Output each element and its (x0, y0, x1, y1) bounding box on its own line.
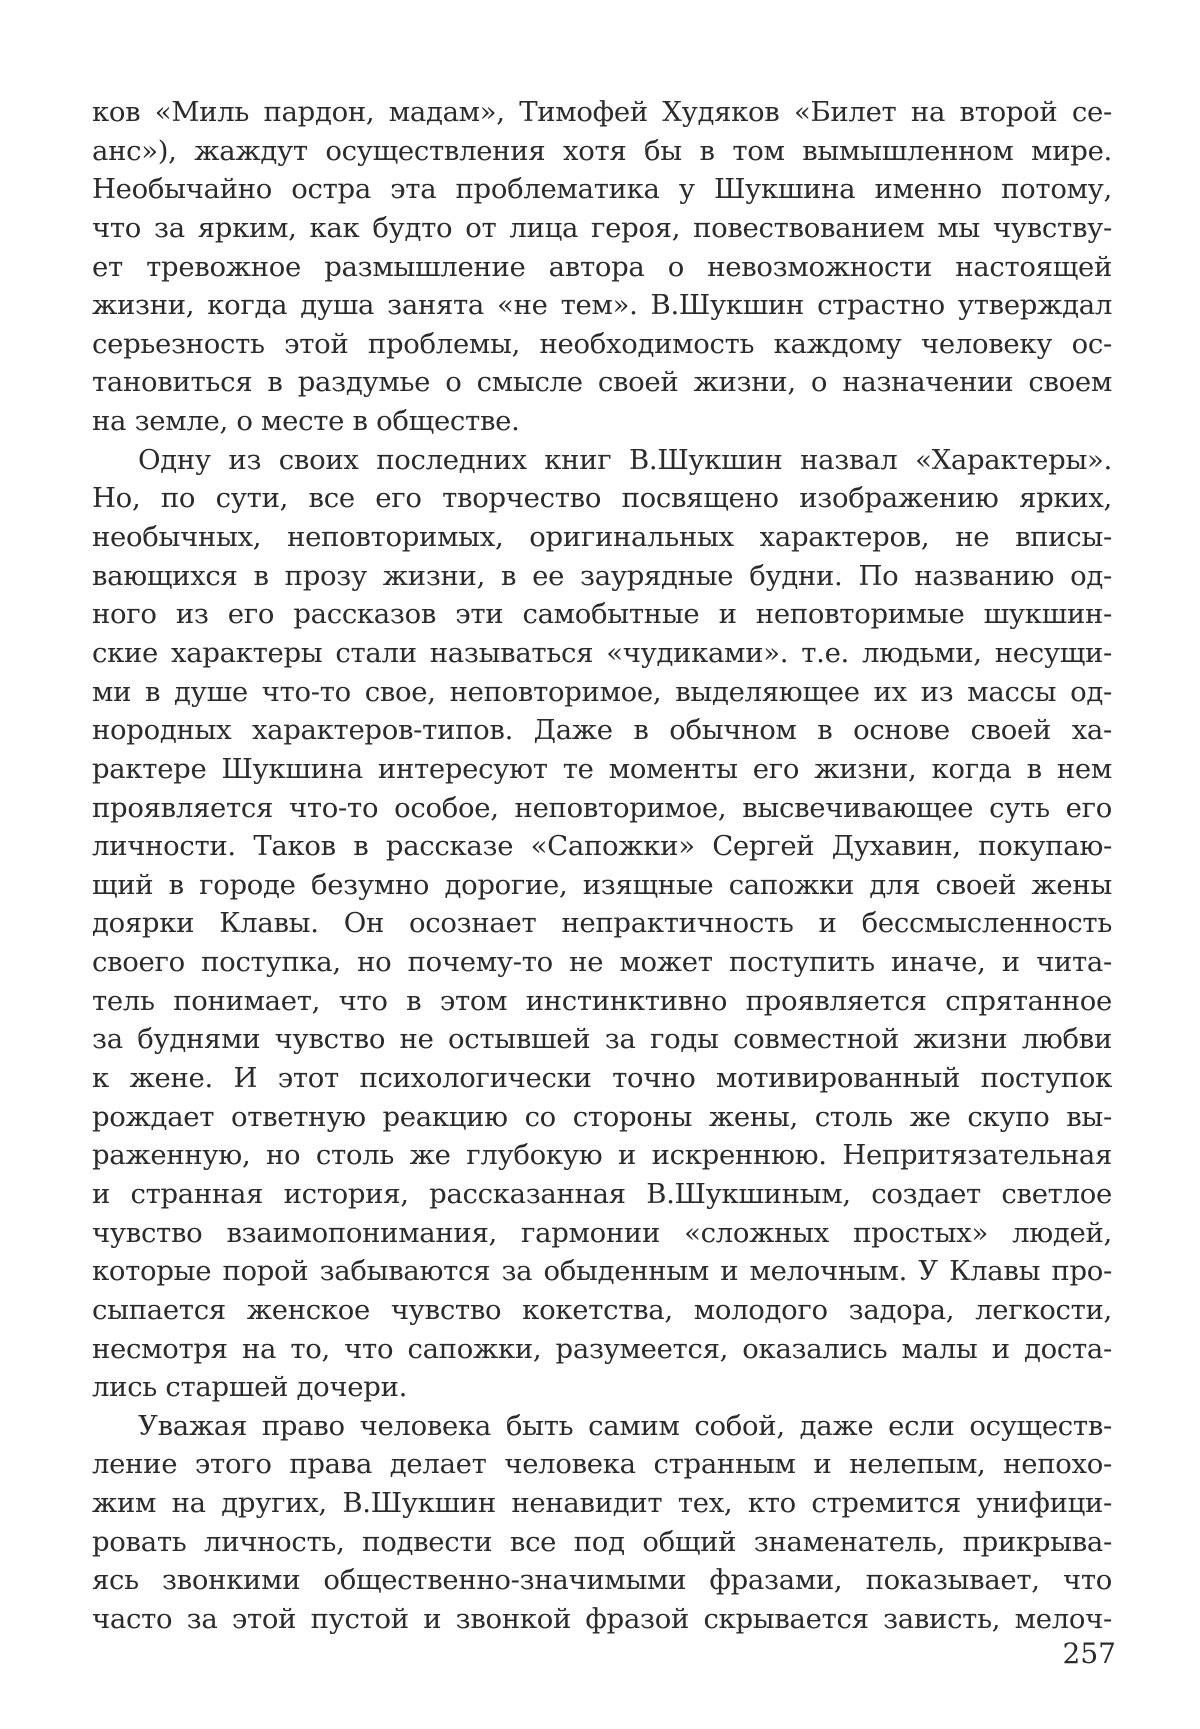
text-line: раженную, но столь же глубокую и искреннюю. Непритязательная (92, 1139, 1112, 1172)
text-line: Одну из своих последних книг В.Шукшин назвал «Характеры». (138, 443, 1112, 476)
text-line: ясь звонкими общественно-значимыми фразами, показывает, что (92, 1564, 1112, 1597)
text-line: которые порой забываются за обыденным и мелочным. У Клавы про- (92, 1255, 1112, 1288)
text-line: своего поступка, но почему-то не может поступить иначе, и чита- (92, 946, 1112, 979)
text-line: вающихся в прозу жизни, в ее заурядные будни. По названию од- (92, 559, 1112, 592)
text-line: Уважая право человека быть самим собой, даже если осуществ- (138, 1409, 1112, 1442)
text-line: к жене. И этот психологически точно мотивированный поступок (92, 1062, 1112, 1095)
text-line: доярки Клавы. Он осознает непрактичность и бессмысленность (92, 907, 1112, 940)
text-line: ские характеры стали называться «чудиками». т.е. людьми, несущи- (92, 636, 1112, 669)
text-line: чувство взаимопонимания, гармонии «сложных простых» людей, (92, 1216, 1112, 1249)
text-line: щий в городе безумно дорогие, изящные сапожки для своей жены (92, 868, 1112, 901)
page-number: 257 (1062, 1637, 1116, 1670)
text-line: и странная история, рассказанная В.Шукшиным, создает светлое (92, 1177, 1112, 1210)
text-line: тановиться в раздумье о смысле своей жизни, о назначении своем (92, 366, 1112, 399)
text-line: лись старшей дочери. (92, 1371, 408, 1404)
text-line: за буднями чувство не остывшей за годы совместной жизни любви (92, 1023, 1112, 1056)
text-line: проявляется что-то особое, неповторимое, высвечивающее суть его (92, 791, 1112, 824)
text-line: ровать личность, подвести все под общий знаменатель, прикрыва- (92, 1525, 1112, 1558)
text-line: рактере Шукшина интересуют те моменты его жизни, когда в нем (92, 752, 1112, 785)
text-line: необычных, неповторимых, оригинальных характеров, не вписы- (92, 521, 1112, 554)
text-line: ми в душе что-то свое, неповторимое, выделяющее их из массы од- (92, 675, 1112, 708)
text-line: нородных характеров-типов. Даже в обычном в основе своей ха- (92, 714, 1112, 747)
text-line: ет тревожное размышление автора о невозможности настоящей (92, 250, 1112, 283)
text-line: на земле, о месте в обществе. (92, 405, 520, 438)
text-line: ков «Миль пардон, мадам», Тимофей Худяков «Билет на второй се- (92, 96, 1112, 128)
text-line: ление этого права делает человека странным и нелепым, непохо- (92, 1448, 1112, 1481)
text-line: часто за этой пустой и звонкой фразой скрывается зависть, мелоч- (92, 1602, 1112, 1635)
text-line: личности. Таков в рассказе «Сапожки» Сергей Духавин, покупаю- (92, 830, 1112, 863)
text-line: серьезность этой проблемы, необходимость каждому человеку ос- (92, 327, 1112, 360)
text-line: анс»), жаждут осуществления хотя бы в том вымышленном мире. (92, 134, 1112, 167)
text-line: Но, по сути, все его творчество посвящено изображению ярких, (92, 482, 1112, 515)
text-line: несмотря на то, что сапожки, разумеется, оказались малы и доста- (92, 1332, 1112, 1365)
text-line: что за ярким, как будто от лица героя, повествованием мы чувству- (92, 211, 1112, 244)
text-line: тель понимает, что в этом инстинктивно проявляется спрятанное (92, 984, 1112, 1017)
text-line: Необычайно остра эта проблематика у Шукшина именно потому, (92, 173, 1112, 206)
text-line: рождает ответную реакцию со стороны жены, столь же скупо вы- (92, 1100, 1112, 1133)
text-line: сыпается женское чувство кокетства, молодого задора, легкости, (92, 1293, 1112, 1326)
text-line: ного из его рассказов эти самобытные и неповторимые шукшин- (92, 598, 1112, 631)
text-line: жим на других, В.Шукшин ненавидит тех, кто стремится унифици- (92, 1487, 1112, 1520)
body-text (92, 93, 1112, 1639)
text-line: жизни, когда душа занята «не тем». В.Шукшин страстно утверждал (92, 289, 1112, 322)
